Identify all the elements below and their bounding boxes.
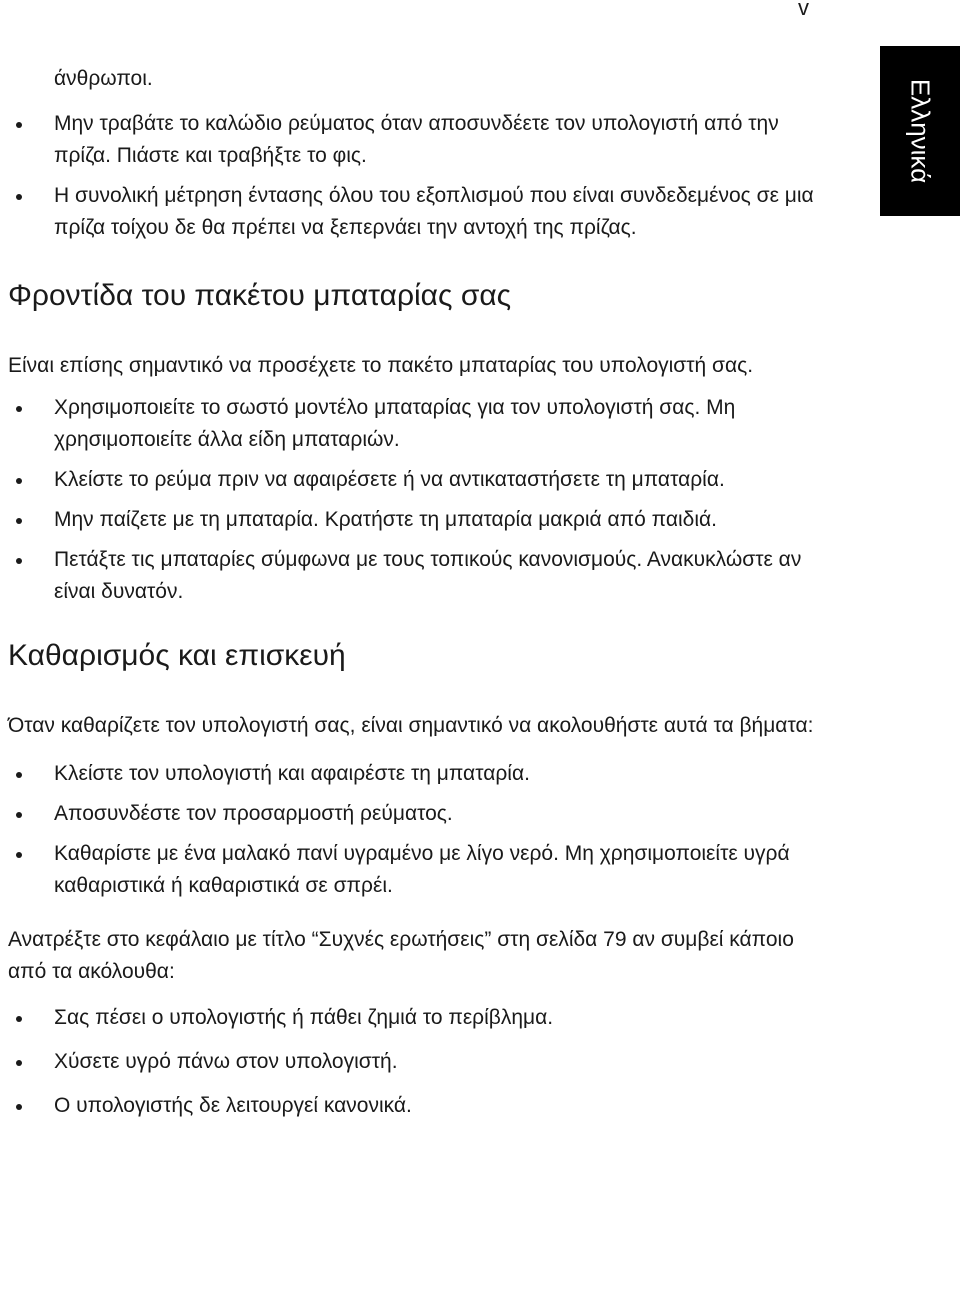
list-item-text: Κλείστε τον υπολογιστή και αφαιρέστε τη μπαταρία.	[54, 762, 530, 785]
bullet-icon	[16, 772, 22, 778]
list-item	[8, 758, 823, 790]
bullet-icon	[16, 518, 22, 524]
list-item-text: Ο υπολογιστής δε λειτουργεί κανονικά.	[54, 1094, 412, 1117]
bullet-icon	[16, 852, 22, 858]
list-item-text: Σας πέσει ο υπολογιστής ή πάθει ζημιά το περίβλημα.	[54, 1006, 554, 1029]
list-item-text: Χύσετε υγρό πάνω στον υπολογιστή.	[54, 1050, 398, 1073]
cleaning-bullet-list	[8, 758, 823, 902]
list-item	[8, 392, 823, 456]
page-content	[8, 62, 823, 1130]
list-item	[8, 1090, 823, 1122]
list-item-text: Αποσυνδέστε τον προσαρμοστή ρεύματος.	[54, 802, 453, 825]
cleaning-intro: Όταν καθαρίζετε τον υπολογιστή σας, είναι σημαντικό να ακολουθήστε αυτά τα βήματα:	[8, 714, 814, 737]
bullet-icon	[16, 1016, 22, 1022]
bullet-icon	[16, 1104, 22, 1110]
list-item-text: Καθαρίστε με ένα μαλακό πανί υγραμένο με λίγο νερό. Μη χρησιμοποιείτε υγρά καθαριστικά ή καθαριστικά σε σπρέι.	[54, 842, 790, 897]
list-item-text: Πετάξτε τις μπαταρίες σύμφωνα με τους τοπικούς κανονισμούς. Ανακυκλώστε αν είναι δυνατόν.	[54, 548, 802, 603]
list-item	[8, 798, 823, 830]
language-tab	[880, 46, 960, 216]
continuation-line: άνθρωποι.	[54, 67, 153, 90]
bullet-icon	[16, 812, 22, 818]
list-item	[8, 464, 823, 496]
cleaning-section-title: Καθαρισμός και επισκευή	[8, 639, 346, 672]
list-item	[8, 504, 823, 536]
list-item-text: Χρησιμοποιείτε το σωστό μοντέλο μπαταρίας για τον υπολογιστή σας. Μη χρησιμοποιείτε άλλα είδη μπαταριών.	[54, 396, 736, 451]
bullet-icon	[16, 558, 22, 564]
bullet-icon	[16, 406, 22, 412]
bullet-icon	[16, 1060, 22, 1066]
reference-text: Ανατρέξτε στο κεφάλαιο με τίτλο “Συχνές ερωτήσεις” στη σελίδα 79 αν συμβεί κάποιο από τα ακόλουθα:	[8, 928, 794, 983]
list-item-text: Μην τραβάτε το καλώδιο ρεύματος όταν αποσυνδέετε τον υπολογιστή από την πρίζα. Πιάστε και τραβήξτε το φις.	[54, 112, 779, 167]
reference-bullet-list	[8, 1002, 823, 1122]
battery-intro: Είναι επίσης σημαντικό να προσέχετε το πακέτο μπαταρίας του υπολογιστή σας.	[8, 354, 754, 377]
list-item-text: Μην παίζετε με τη μπαταρία. Κρατήστε τη μπαταρία μακριά από παιδιά.	[54, 508, 717, 531]
battery-bullet-list	[8, 392, 823, 608]
battery-section-title: Φροντίδα του πακέτου μπαταρίας σας	[8, 279, 512, 312]
list-item-text: Η συνολική μέτρηση έντασης όλου του εξοπλισμού που είναι συνδεδεμένος σε μια πρίζα τοίχου δε θα πρέπει να ξεπερνάει την αντοχή της πρίζας.	[54, 184, 814, 239]
bullet-icon	[16, 194, 22, 200]
list-item	[8, 180, 823, 244]
list-item	[8, 1002, 823, 1034]
list-item	[8, 1046, 823, 1078]
list-item	[8, 108, 823, 172]
bullet-icon	[16, 122, 22, 128]
list-item-text: Κλείστε το ρεύμα πριν να αφαιρέσετε ή να αντικαταστήσετε τη μπαταρία.	[54, 468, 725, 491]
list-item	[8, 838, 823, 902]
language-tab-label: Ελληνικά	[905, 78, 936, 184]
bullet-icon	[16, 478, 22, 484]
page-number: v	[798, 0, 809, 20]
top-bullet-list	[8, 108, 823, 244]
list-item	[8, 544, 823, 608]
